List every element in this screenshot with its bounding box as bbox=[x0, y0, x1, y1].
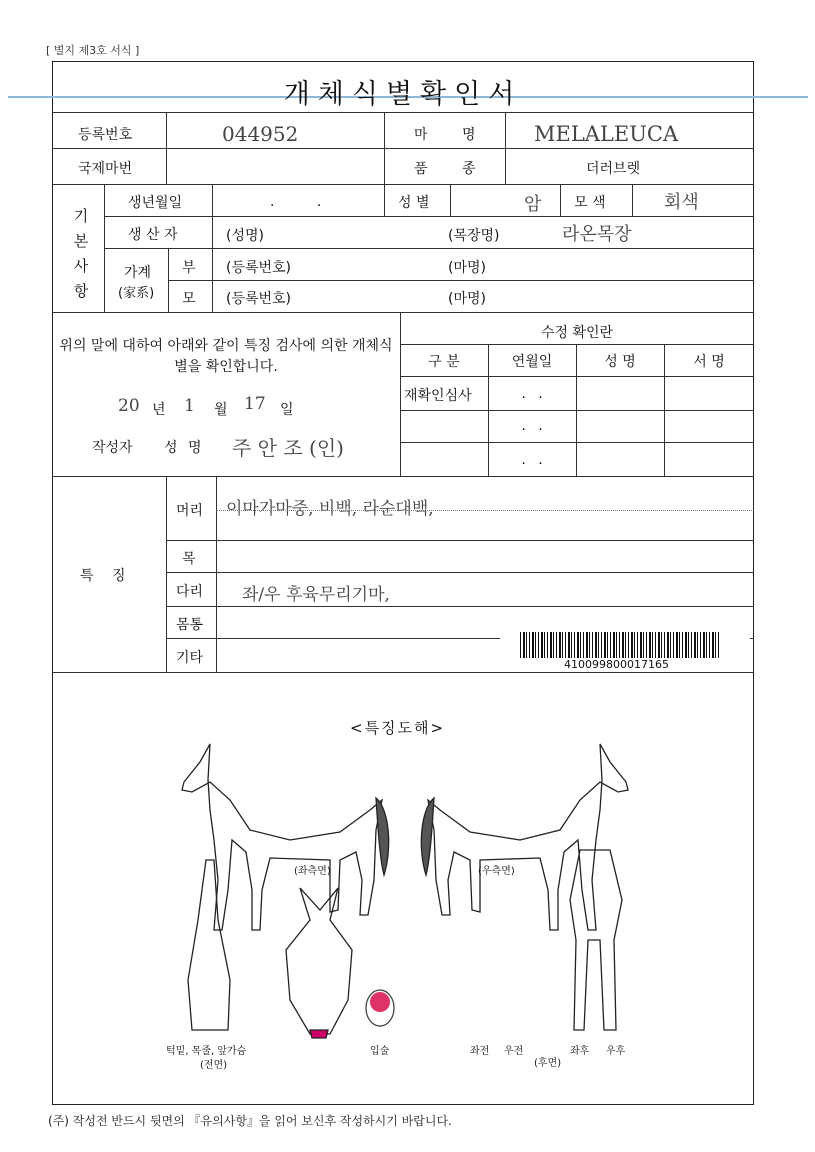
date-year-label: 년 bbox=[152, 402, 166, 418]
head-value: 이마가마중, 비백, 라순대백, bbox=[226, 499, 434, 519]
etc-label: 기타 bbox=[176, 650, 204, 666]
diagram-title: <특징도해> bbox=[350, 719, 446, 737]
horse-front-face bbox=[286, 888, 352, 1038]
sire-label: 부 bbox=[182, 260, 196, 276]
farm-value: 라온목장 bbox=[562, 224, 632, 245]
barcode-sticker bbox=[500, 628, 750, 672]
left-fore-label: 좌전 bbox=[470, 1046, 490, 1057]
horse-neck-front bbox=[188, 860, 230, 1030]
revision-header-sign: 서 명 bbox=[693, 354, 725, 370]
basic-section-label: 기본사항 bbox=[73, 207, 89, 300]
sire-reg-label: (등록번호) bbox=[226, 260, 292, 276]
revision-header-type: 구 분 bbox=[428, 354, 460, 370]
farm-label: (목장명) bbox=[448, 228, 500, 244]
author-sign: 주 안 조 (인) bbox=[232, 436, 344, 460]
pedigree-label: 가계 bbox=[124, 265, 152, 281]
horse-diagram bbox=[170, 740, 640, 1040]
dam-name-label: (마명) bbox=[448, 291, 486, 307]
right-hind-label: 우후 bbox=[606, 1046, 626, 1057]
author-label: 작성자 bbox=[92, 440, 133, 456]
sex-value: 암 bbox=[524, 194, 542, 215]
form-title: 개체식별확인서 bbox=[283, 79, 523, 110]
features-section-label: 특 징 bbox=[80, 568, 126, 584]
birthdate-label: 생년월일 bbox=[128, 195, 183, 211]
front-caption: 턱밑, 목줄, 앞가슴 bbox=[166, 1046, 247, 1057]
form-label: [ 별지 제3호 서식 ] bbox=[46, 44, 140, 57]
pedigree-hanja: (家系) bbox=[118, 286, 155, 301]
date-month: 1 bbox=[184, 396, 195, 416]
horse-left-side bbox=[182, 744, 389, 930]
birthdate-value: . . bbox=[270, 194, 322, 210]
horse-rear bbox=[570, 850, 622, 1030]
breed-label: 품 종 bbox=[414, 161, 476, 177]
reg-no-value: 044952 bbox=[222, 122, 299, 146]
barcode-bars bbox=[520, 632, 720, 658]
revision-row1-label: 재확인심사 bbox=[404, 388, 472, 404]
sire-name-label: (마명) bbox=[448, 260, 486, 276]
author-name-label: 성 명 bbox=[164, 440, 202, 456]
horse-name-value: MELALEUCA bbox=[534, 122, 679, 146]
intl-no-label: 국제마번 bbox=[78, 161, 133, 177]
rear-sub: (후면) bbox=[534, 1058, 562, 1069]
head-label: 머리 bbox=[176, 503, 204, 519]
revision-title: 수정 확인란 bbox=[540, 325, 614, 341]
horse-name-label: 마 명 bbox=[414, 127, 476, 143]
revision-date-1: . . bbox=[521, 386, 543, 402]
horse-right-side bbox=[421, 744, 628, 930]
breed-value: 더러브렛 bbox=[586, 161, 641, 177]
revision-date-2: . . bbox=[521, 418, 543, 434]
neck-label: 목 bbox=[182, 551, 196, 567]
producer-label: 생 산 자 bbox=[128, 227, 178, 243]
sex-label: 성 별 bbox=[398, 195, 430, 211]
producer-name-label: (성명) bbox=[226, 228, 264, 244]
front-sub: (전면) bbox=[200, 1060, 228, 1071]
barcode-number: 410099800017165 bbox=[564, 658, 669, 671]
footer-note: (주) 작성전 반드시 뒷면의 『유의사항』을 읽어 보신후 작성하시기 바랍니다. bbox=[48, 1114, 452, 1128]
dam-reg-label: (등록번호) bbox=[226, 291, 292, 307]
reg-no-label: 등록번호 bbox=[78, 127, 133, 143]
horse-lip bbox=[366, 990, 394, 1026]
date-year: 20 bbox=[118, 396, 140, 416]
lip-caption: 입술 bbox=[370, 1046, 390, 1057]
legs-label: 다리 bbox=[176, 584, 204, 600]
confirm-statement: 위의 말에 대하여 아래와 같이 특징 검사에 의한 개체식별을 확인합니다. bbox=[59, 338, 393, 375]
body-label: 몸통 bbox=[176, 617, 204, 633]
right-fore-label: 우전 bbox=[504, 1046, 524, 1057]
right-side-label: (우측면) bbox=[478, 866, 515, 877]
date-month-label: 월 bbox=[214, 402, 228, 418]
color-label: 모 색 bbox=[574, 195, 606, 211]
revision-header-name: 성 명 bbox=[604, 354, 636, 370]
date-day-label: 일 bbox=[280, 402, 294, 418]
left-side-label: (좌측면) bbox=[294, 866, 331, 877]
revision-header-date: 연월일 bbox=[511, 354, 553, 370]
dam-label: 모 bbox=[182, 291, 196, 307]
legs-value: 좌/우 후육무리기마, bbox=[242, 585, 390, 605]
left-hind-label: 좌후 bbox=[570, 1046, 590, 1057]
color-value: 회색 bbox=[664, 192, 699, 213]
date-day: 17 bbox=[244, 394, 266, 414]
revision-date-3: . . bbox=[521, 452, 543, 468]
